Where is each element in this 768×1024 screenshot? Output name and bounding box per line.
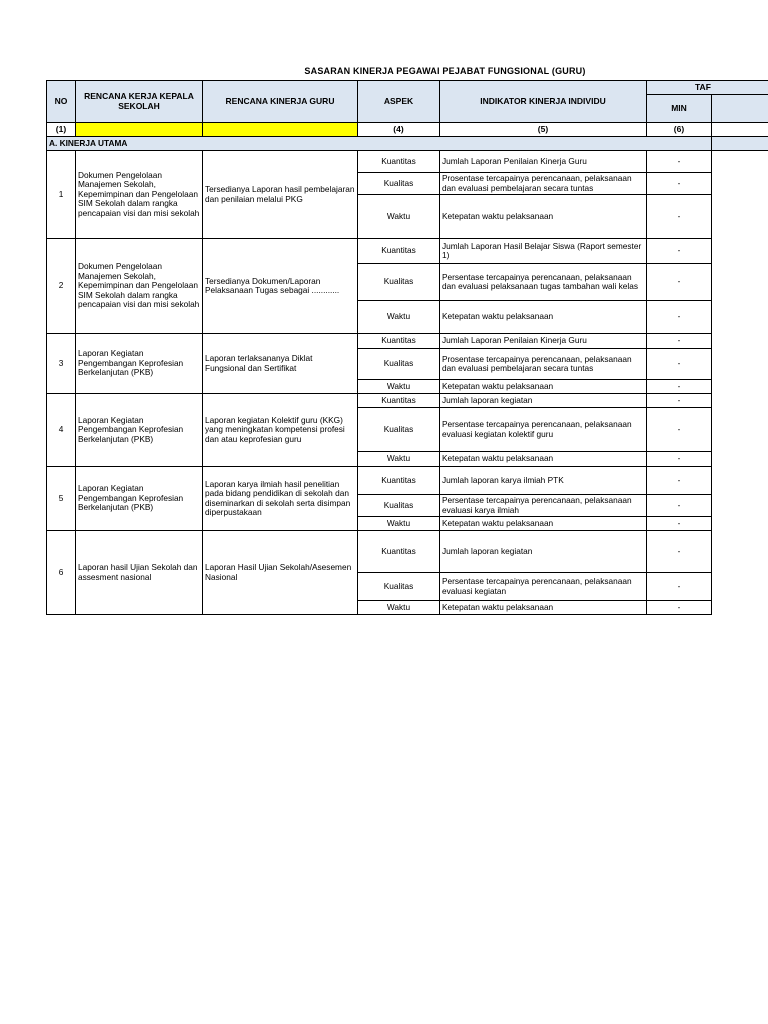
min-target-cell: -: [647, 573, 712, 601]
colnum-indikator: (5): [440, 123, 647, 137]
rencana-guru-cell: Tersedianya Laporan hasil pembelajaran dan penilaian melalui PKG: [203, 151, 358, 239]
column-number-row: [47, 123, 768, 137]
header-indikator: INDIKATOR KINERJA INDIVIDU: [440, 81, 647, 123]
extra-target-cell: [712, 334, 768, 349]
min-target-cell: -: [647, 467, 712, 495]
indikator-cell: Jumlah Laporan Hasil Belajar Siswa (Raport semester 1): [440, 239, 647, 264]
aspek-cell: Kuantitas: [358, 394, 440, 408]
aspek-cell: Kuantitas: [358, 239, 440, 264]
min-target-cell: -: [647, 531, 712, 573]
row-number: 3: [47, 334, 76, 394]
table-row: [47, 334, 768, 349]
extra-target-cell: [712, 601, 768, 615]
min-target-cell: -: [647, 517, 712, 531]
extra-target-cell: [712, 495, 768, 517]
rencana-kepala-cell: Laporan Kegiatan Pengembangan Keprofesian Berkelanjutan (PKB): [76, 394, 203, 467]
row-number: 2: [47, 239, 76, 334]
rencana-guru-cell: Tersedianya Dokumen/Laporan Pelaksanaan Tugas sebagai ............: [203, 239, 358, 334]
rencana-kepala-cell: Laporan Kegiatan Pengembangan Keprofesian Berkelanjutan (PKB): [76, 334, 203, 394]
extra-target-cell: [712, 452, 768, 467]
aspek-cell: Waktu: [358, 517, 440, 531]
indikator-cell: Ketepatan waktu pelaksanaan: [440, 380, 647, 394]
aspek-cell: Kualitas: [358, 264, 440, 301]
header-aspek: ASPEK: [358, 81, 440, 123]
aspek-cell: Kuantitas: [358, 151, 440, 173]
indikator-cell: Jumlah laporan kegiatan: [440, 531, 647, 573]
aspek-cell: Kualitas: [358, 495, 440, 517]
rencana-kepala-cell: Dokumen Pengelolaan Manajemen Sekolah, Kepemimpinan dan Pengelolaan SIM Sekolah dalam rangka pencapaian visi dan misi sekolah: [76, 239, 203, 334]
row-number: 5: [47, 467, 76, 531]
extra-target-cell: [712, 531, 768, 573]
aspek-cell: Waktu: [358, 452, 440, 467]
indikator-cell: Prosentase tercapainya perencanaan, pelaksanaan dan evaluasi pembelajaran secara tuntas: [440, 173, 647, 195]
min-target-cell: -: [647, 408, 712, 452]
document-title: SASARAN KINERJA PEGAWAI PEJABAT FUNGSIONAL (GURU): [304, 66, 586, 76]
table-row: [47, 467, 768, 495]
header-no: NO: [47, 81, 76, 123]
aspek-cell: Kuantitas: [358, 531, 440, 573]
indikator-cell: Ketepatan waktu pelaksanaan: [440, 452, 647, 467]
section-row: [47, 137, 768, 151]
indikator-cell: Ketepatan waktu pelaksanaan: [440, 601, 647, 615]
min-target-cell: -: [647, 380, 712, 394]
colnum-no: (1): [47, 123, 76, 137]
min-target-cell: -: [647, 151, 712, 173]
aspek-cell: Kualitas: [358, 349, 440, 380]
extra-target-cell: [712, 394, 768, 408]
extra-target-cell: [712, 517, 768, 531]
header-row-top: [47, 81, 768, 95]
indikator-cell: Ketepatan waktu pelaksanaan: [440, 517, 647, 531]
indikator-cell: Jumlah Laporan Penilaian Kinerja Guru: [440, 334, 647, 349]
indikator-cell: Prosentase tercapainya perencanaan, pelaksanaan dan evaluasi pembelajaran secara tuntas: [440, 349, 647, 380]
table-row: [47, 239, 768, 264]
indikator-cell: Ketepatan waktu pelaksanaan: [440, 195, 647, 239]
header-target: TAF: [647, 81, 768, 95]
min-target-cell: -: [647, 334, 712, 349]
aspek-cell: Kuantitas: [358, 334, 440, 349]
row-number: 4: [47, 394, 76, 467]
min-target-cell: -: [647, 349, 712, 380]
min-target-cell: -: [647, 173, 712, 195]
extra-target-cell: [712, 408, 768, 452]
aspek-cell: Kualitas: [358, 408, 440, 452]
header-target-extra: [712, 95, 768, 123]
table-row: [47, 531, 768, 573]
indikator-cell: Jumlah Laporan Penilaian Kinerja Guru: [440, 151, 647, 173]
aspek-cell: Waktu: [358, 301, 440, 334]
min-target-cell: -: [647, 195, 712, 239]
colnum-blank: [712, 123, 768, 137]
header-min: MIN: [647, 95, 712, 123]
indikator-cell: Persentase tercapainya perencanaan, pelaksanaan evaluasi karya ilmiah: [440, 495, 647, 517]
aspek-cell: Waktu: [358, 380, 440, 394]
min-target-cell: -: [647, 394, 712, 408]
min-target-cell: -: [647, 264, 712, 301]
row-number: 6: [47, 531, 76, 615]
extra-target-cell: [712, 151, 768, 173]
row-number: 1: [47, 151, 76, 239]
extra-target-cell: [712, 380, 768, 394]
indikator-cell: Jumlah laporan kegiatan: [440, 394, 647, 408]
colnum-kepala-highlight: [76, 123, 203, 137]
extra-target-cell: [712, 239, 768, 264]
rencana-kepala-cell: Laporan Kegiatan Pengembangan Keprofesian Berkelanjutan (PKB): [76, 467, 203, 531]
header-rencana-guru: RENCANA KINERJA GURU: [203, 81, 358, 123]
section-title: A. KINERJA UTAMA: [47, 137, 712, 151]
section-blank: [712, 137, 768, 151]
colnum-guru-highlight: [203, 123, 358, 137]
colnum-min: (6): [647, 123, 712, 137]
header-rencana-kepala: RENCANA KERJA KEPALA SEKOLAH: [76, 81, 203, 123]
colnum-aspek: (4): [358, 123, 440, 137]
table-row: [47, 394, 768, 408]
indikator-cell: Ketepatan waktu pelaksanaan: [440, 301, 647, 334]
table-row: [47, 151, 768, 173]
min-target-cell: -: [647, 495, 712, 517]
min-target-cell: -: [647, 601, 712, 615]
indikator-cell: Persentase tercapainya perencanaan, pelaksanaan evaluasi kegiatan kolektif guru: [440, 408, 647, 452]
indikator-cell: Jumlah laporan karya ilmiah PTK: [440, 467, 647, 495]
rencana-guru-cell: Laporan terlaksananya Diklat Fungsional dan Sertifikat: [203, 334, 358, 394]
rencana-kepala-cell: Dokumen Pengelolaan Manajemen Sekolah, Kepemimpinan dan Pengelolaan SIM Sekolah dalam rangka pencapaian visi dan misi sekolah: [76, 151, 203, 239]
extra-target-cell: [712, 301, 768, 334]
min-target-cell: -: [647, 452, 712, 467]
aspek-cell: Waktu: [358, 601, 440, 615]
performance-target-table: [46, 80, 768, 615]
aspek-cell: Kualitas: [358, 173, 440, 195]
extra-target-cell: [712, 195, 768, 239]
indikator-cell: Persentase tercapainya perencanaan, pelaksanaan evaluasi kegiatan: [440, 573, 647, 601]
min-target-cell: -: [647, 301, 712, 334]
rencana-guru-cell: Laporan karya ilmiah hasil penelitian pada bidang pendidikan di sekolah dan diseminarkan di sekolah serta disimpan diperpustakaan: [203, 467, 358, 531]
extra-target-cell: [712, 467, 768, 495]
rencana-guru-cell: Laporan Hasil Ujian Sekolah/Asesemen Nasional: [203, 531, 358, 615]
extra-target-cell: [712, 349, 768, 380]
extra-target-cell: [712, 264, 768, 301]
aspek-cell: Waktu: [358, 195, 440, 239]
extra-target-cell: [712, 573, 768, 601]
min-target-cell: -: [647, 239, 712, 264]
rencana-guru-cell: Laporan kegiatan Kolektif guru (KKG) yang meningkatan kompetensi profesi dan atau keprofesian guru: [203, 394, 358, 467]
aspek-cell: Kualitas: [358, 573, 440, 601]
aspek-cell: Kuantitas: [358, 467, 440, 495]
extra-target-cell: [712, 173, 768, 195]
indikator-cell: Persentase tercapainya perencanaan, pelaksanaan dan evaluasi pelaksanaan tugas tambahan wali kelas: [440, 264, 647, 301]
rencana-kepala-cell: Laporan hasil Ujian Sekolah dan assesment nasional: [76, 531, 203, 615]
